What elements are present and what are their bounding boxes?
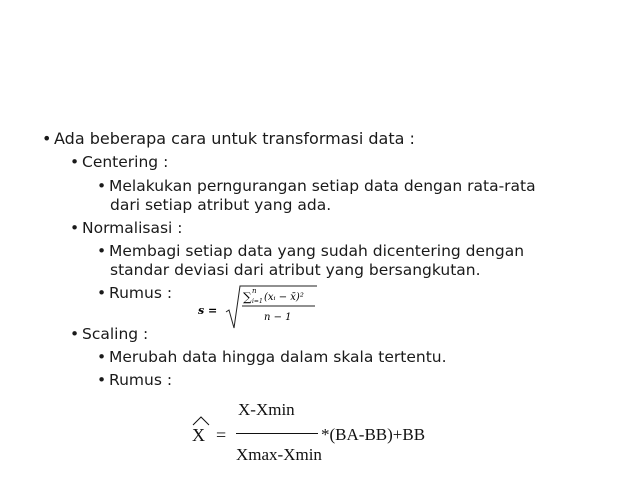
bullet-dot: • [97, 348, 107, 366]
bullet-centering [70, 155, 168, 171]
sum-symbol: ∑ [243, 290, 252, 304]
scaling-formula [190, 398, 470, 468]
bullet-normalisasi [70, 221, 183, 237]
bullet-text: Rumus : [109, 371, 173, 389]
bullet-text: Normalisasi : [82, 219, 183, 237]
bullet-centering-desc-cont: dari setiap atribut yang ada. [110, 196, 332, 214]
bullet-normalisasi-desc [97, 244, 524, 260]
bullet-centering-desc [97, 179, 536, 195]
scale-lhs: X [192, 425, 205, 445]
bullet-text: Melakukan perngurangan setiap data dengan rata-rata [109, 177, 536, 195]
bullet-scaling [70, 327, 148, 343]
scale-numerator: X-Xmin [238, 400, 295, 419]
bullet-rumus-1 [97, 286, 172, 302]
scale-rhs: *(BA-BB)+BB [321, 425, 426, 444]
bullet-dot: • [97, 371, 107, 389]
bullet-text: Membagi setiap data yang sudah dicentering dengan [109, 242, 525, 260]
scale-denominator: Xmax-Xmin [236, 445, 322, 464]
bullet-text: Ada beberapa cara untuk transformasi data : [54, 129, 415, 148]
bullet-dot: • [70, 325, 80, 343]
sum-upper: n [252, 287, 257, 295]
bullet-rumus-2 [97, 373, 172, 389]
sum-term: (xᵢ − x̄)² [264, 292, 304, 303]
bullet-normalisasi-desc-cont: standar deviasi dari atribut yang bersangkutan. [110, 261, 481, 279]
bullet-text: Centering : [82, 153, 169, 171]
sum-lower: i=1 [252, 298, 263, 305]
bullet-transformasi [42, 131, 415, 147]
std-deviation-formula [196, 282, 318, 334]
bullet-dot: • [97, 284, 107, 302]
bullet-dot: • [97, 242, 107, 260]
std-lhs: s = [198, 304, 218, 317]
bullet-dot: • [97, 177, 107, 195]
bullet-text: Merubah data hingga dalam skala tertentu. [109, 348, 447, 366]
bullet-text: Rumus : [109, 284, 173, 302]
std-denominator: n − 1 [264, 312, 292, 323]
bullet-dot: • [42, 129, 52, 148]
bullet-text: Scaling : [82, 325, 149, 343]
bullet-dot: • [70, 153, 80, 171]
scale-fraction-bar [236, 433, 318, 434]
scale-equals: = [216, 425, 227, 445]
bullet-scaling-desc [97, 350, 447, 366]
bullet-dot: • [70, 219, 80, 237]
